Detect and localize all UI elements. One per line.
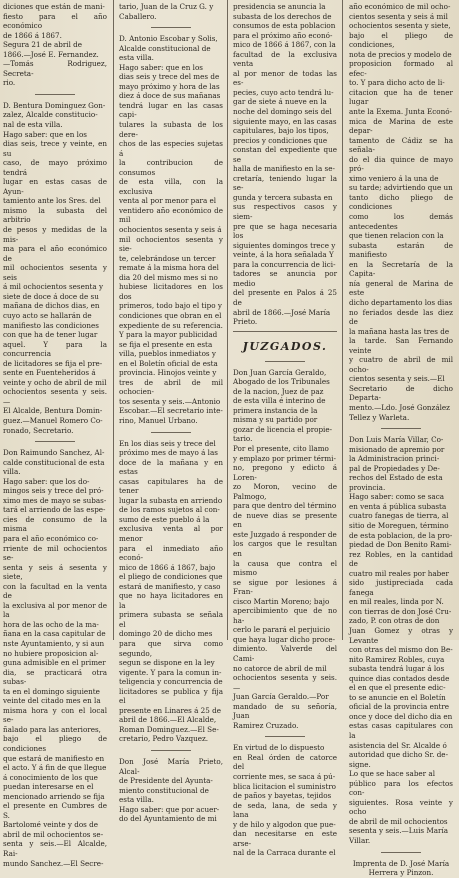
section-rule: [233, 331, 337, 332]
notice-rosal: Don Luis María Villar, Co- misionado de apremio por la Administracion princi- pal de Propiedades y De- rechos del Estado de esta provincia. Hago saber: como se saca en venta á pública subasta cuatro fanegas de tierra, al sitio de Moreguen, término de esta poblacion, de la pro- piedad de Don Benito Rami- rez Robles, en la cantidad de cuatro mil reales por haber sido justipreciada cada fanega en mil reales, linda por N. con tierras de don José Cru- zado, P. con otras de don Juan Gomez y otras y Levante con otras del mismo don Be- nito Ramirez Robles, cuya subasta tendrá lugar á los quince dias contados desde el en que el presente edic- to se anuncie en el Boletín oficial de la provincia entre once y doce del dicho dia en estas casas capitulares con la asistencia del Sr. Alcalde ó autoridad que dicho Sr. de- signe. Lo que se hace saber al público para los efectos con- siguientes. Rosa veinte y ocho de abril de mil ochocientos sesenta y seis.—Luis María Villar.: [349, 435, 453, 846]
printer-imprint: Imprenta de D. José María Herrera y Pinzon.: [352, 858, 450, 878]
column-rule: [227, 0, 228, 640]
separator-rule: [265, 361, 305, 362]
notice-linares: En los dias seis y trece del próximo mes de mayo á las doce de la mañana y en estas casas capitulares ha de tener lugar la subasta en arriendo de los ramos sujetos al con- sumo de este pueblo á la exclusiva venta al por menor para el inmediato año econó- mico de 1866 á 1867, bajo el pliego de condiciones que estará de manifiesto, y caso que no haya licitadores en la primera subasta se señala el domingo 20 de dicho mes para que sirva como segundo, segun se dispone en la ley vigente. Y para la comun in- teligencia y concurrencia de licitadores se publica y fija el presente en Linares á 25 de abril de 1866.—El Alcalde, Roman Dominguez.—El Se- cretario, Pedro Vazquez.: [119, 438, 223, 744]
column-rule: [342, 0, 343, 640]
notice-hinojos: D. Antonio Escobar y Solis, Alcalde constitucional de esta villa. Hago saber: que en los dias seis y trece del mes de mayo próximo y hora de las diez á doce de sus mañanas tendrá lugar en las casas capi- tulares la subasta de los dere- chos de las especies sujetas á la contribucion de consumos de esta villa, con la exclusiva venta al por menor para el ventidero año económico de mil ochocientos sesenta y seis á mil ochocientos sesenta y sie- te, celebrándose un tercer remate á la misma hora del dia 20 del mismo mes si no hubiese licitadores en los dos primeros, todo bajo el tipo y condiciones que obran en el expediente de su referencia. Y para la mayor publicidad se fija el presente en esta villa, pueblos inmediatos y en el Boletín oficial de esta provincia. Hinojos veinte y tres de abril de mil ochocien- tos sesenta y seis.—Antonio Escobar.—El secretario inte- rino, Manuel Urbano.: [119, 34, 223, 425]
notice-valverde: Don Juan García Geraldo, Abogado de los Tribunales de la nacion, Juez de paz de esta villa é interino de primera instancia de la misma y su partido por gozar de licencia el propie- tario. Por el presente, cito llamo y emplazo por primer térmi- no, pregono y edicto á Loren- zo Moron, vecino de Palmogo, para que dentro del término de nueve dias se presente en este Juzgado á responder de los cargos que le resultan en la causa que contra el mismo se sigue por lesiones á Fran- cisco Martin Moreno; bajo apercibimiento que de no ha- cerlo le parará el perjuicio que haya lugar dicho proce- dimiento. Valverde del Cami- no catorce de abril de mil ochocientos sesenta y seis.— Juan García Geraldo.—Por mandado de su señoría, Juan Ramirez Cruzado.: [233, 367, 337, 730]
separator-rule: [151, 27, 191, 28]
separator-rule: [265, 736, 305, 737]
column-3: [233, 2, 337, 858]
separator-rule: [35, 94, 75, 95]
column-2: [119, 2, 223, 824]
separator-rule: [35, 441, 75, 442]
section-heading: JUZGADOS.: [242, 339, 328, 353]
notice-segura-end: diciones que están de mani- fiesto para el año económico de 1866 á 1867. Segura 21 de abril de 1866.—José E. Fernandez. —Tomás Rodriguez, Secreta- rio.: [3, 2, 107, 88]
notice-carraca-start: En virtud de lo dispuesto en Real órden de catorce del corriente mes, se saca á pú- blica licitacion el suministro de paños y bayetas, tejidos de seda, lana, de seda y lana y de hilo y algodon que pue- dan necesitarse en este arse- nal de la Carraca durante el: [233, 743, 337, 858]
column-rule: [113, 0, 114, 640]
separator-rule: [381, 428, 421, 429]
separator-rule: [151, 432, 191, 433]
separator-rule: [381, 852, 421, 853]
notice-palos-start: Don José María Prieto, Alcal- de Presidente del Ayunta- miento constitucional de esta villa. Hago saber: que por acuer- do del Ayuntamiento de mi: [119, 757, 223, 824]
column-1: [3, 2, 107, 868]
notice-cumbres-end: tario, Juan de la Cruz G. y Caballero.: [119, 2, 214, 21]
separator-rule: [151, 750, 191, 751]
notice-cumbres: Don Raimundo Sanchez, Al- calde constitucional de esta villa. Hago saber: que los do- mingos seis y trece del pró- ximo mes de mayo se subas- tará el arriendo de las espe- cies de consumo de la misma para el año económico co- rriente de mil ochocientos se- senta y seis á sesenta y siete, con la facultad en la venta de la exclusiva al por menor de la hora de las ocho de la ma- ñana en la casa capitular de nste Ayuntamiento, y si aun no hubiere proposicion al- guna admisible en el primer dia, se practicará otra subas- ta en el domingo siguiente veinte del citado mes en la misma hora y con el local se- ñalado para las anteriores, bajo el pliego de condiciones que estará de manifiesto en el acto. Y á fin de que llegue á conocimiento de los que puedan interesarse en el mencionado arriendo se fija el presente en Cumbres de S. Bartolomé veinte y dos de abril de mil ochocientos se- senta y seis.—El Alcalde, Rai- mundo Sanchez.—El Secre-: [3, 448, 107, 868]
column-4: [349, 2, 453, 878]
notice-palos-end: presidencia se anuncia la subasta de los derechos de consumos de esta poblacion para el próximo año econó- mico de 1866 á 1867, con la facultad de la exclusiva venta al por menor de todas las es- pecies, cuyo acto tendrá lu- gar de siete á nueve en la noche del domingo seis del siguiente mayo, en las casas capitulares, bajo los tipos, precios y condiciones que constan del expediente que se halla de manifiesto en la se- cretaría, teniendo lugar la se- gunda y tercera subasta en sus respectivos casos y siem- pre que se haga necesaria los siguientes domingos trece y veinte, á la hora señalada Y para la concurrencia de lici- tadores se anuncia por medio del presente en Palos á 25 de abril de 1866.—José María Prieto.: [233, 2, 337, 327]
notice-fuenteheridos: D. Bentura Dominguez Gon- zalez, Alcalde constitucio- nal de esta villa. Hago saber: que en los dias seis, trece y veinte, en su caso, de mayo próximo tendrá lugar en estas casas de Ayun- tamiento ante los Sres. del mismo la subasta del arbitrio de pesos y medidas de la mis- ma para el año económico de mil ochocientos sesenta y seis á mil ochocientos sesenta y siete de doce á doce de su mañana de dichos dias, en cuyo acto se hallarán de manifiesto las condiciones con que ha de tener lugar aquel. Y para la concurrencia de licitadores se fija el pre- sente en Fuenteheridos á veinte y ocho de abril de mil ochocientos sesenta y seis.— El Alcalde, Bentura Domin- guez.—Manuel Romero Co- ronado, Secretario.: [3, 100, 107, 435]
notice-carraca-end: año económico de mil ocho- cientos sesenta y seis á mil ochocientos sesenta y siete, bajo el pliego de condiciones, nota de precios y modelo de proposicion formado al efec- to. Y para dicho acto de li- citacion que ha de tener lugar ante la Exema. Junta Econó- mica de Marina de este depar- tamento de Cádiz se ha señala- do el dia quince de mayo pró- ximo veniero á la una de su tarde; advirtiendo que un tanto dicho pliego de condiciones como los demás antecedentes que tienen relacion con la subasta estarán de manifiesto en la Secretaría de la Capita- nía general de Marina de este dicho departamento los dias no feriados desde las diez de la mañana hasta las tres de la tarde. San Fernando veinte y cuatro de abril de mil ocho- cientos sesenta y seis.—El Secretario de dicho Departa- mento.—Ldo. José González Tellez y Warleta.: [349, 2, 453, 422]
